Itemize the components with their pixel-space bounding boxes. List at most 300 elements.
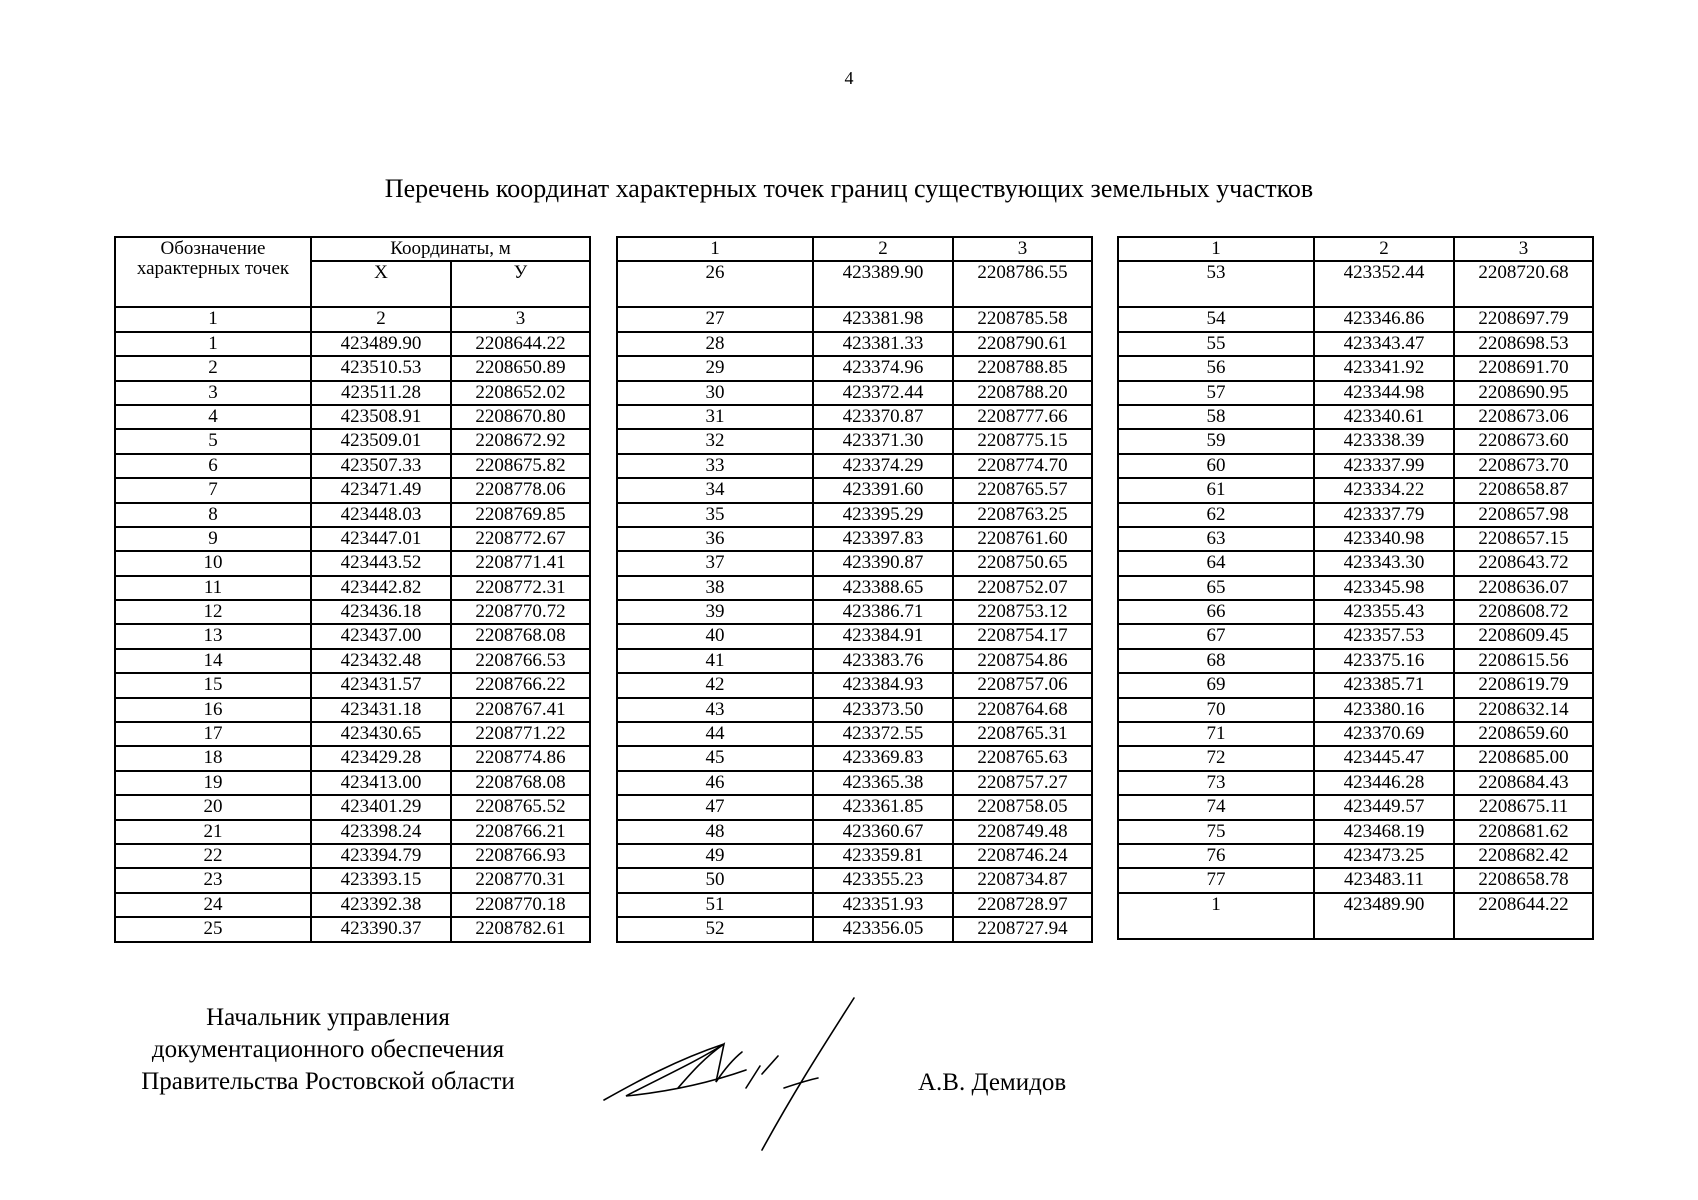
y-coordinate-cell: 2208615.56 [1454, 649, 1593, 673]
x-coordinate-cell: 423389.90 [813, 261, 953, 307]
point-number-cell: 59 [1118, 429, 1314, 453]
table-row [1118, 649, 1593, 673]
x-coordinate-cell: 423509.01 [311, 429, 451, 453]
table-row [1118, 503, 1593, 527]
x-coordinate-cell: 423345.98 [1314, 576, 1454, 600]
column-number-1: 1 [115, 307, 311, 331]
table-row [617, 917, 1092, 941]
point-number-cell: 70 [1118, 698, 1314, 722]
signature-block [0, 1002, 1698, 1162]
x-coordinate-cell: 423340.98 [1314, 527, 1454, 551]
table-body [115, 332, 590, 942]
y-coordinate-cell: 2208690.95 [1454, 381, 1593, 405]
point-number-cell: 9 [115, 527, 311, 551]
point-number-cell: 58 [1118, 405, 1314, 429]
x-coordinate-cell: 423352.44 [1314, 261, 1454, 307]
x-coordinate-cell: 423431.18 [311, 698, 451, 722]
table-row [115, 649, 590, 673]
y-coordinate-cell: 2208785.58 [953, 307, 1092, 331]
point-number-cell: 73 [1118, 771, 1314, 795]
table-row [115, 600, 590, 624]
x-coordinate-cell: 423391.60 [813, 478, 953, 502]
point-number-cell: 54 [1118, 307, 1314, 331]
table-row [617, 381, 1092, 405]
point-number-cell: 72 [1118, 746, 1314, 770]
y-coordinate-cell: 2208761.60 [953, 527, 1092, 551]
table-row [115, 527, 590, 551]
x-coordinate-cell: 423507.33 [311, 454, 451, 478]
signer-position-line: документационного обеспечения [151, 1036, 505, 1063]
y-coordinate-cell: 2208765.52 [451, 795, 590, 819]
table-row [1118, 261, 1593, 307]
x-coordinate-cell: 423432.48 [311, 649, 451, 673]
point-number-cell: 57 [1118, 381, 1314, 405]
point-number-cell: 29 [617, 356, 813, 380]
y-coordinate-cell: 2208636.07 [1454, 576, 1593, 600]
point-number-cell: 5 [115, 429, 311, 453]
point-number-cell: 75 [1118, 820, 1314, 844]
x-coordinate-cell: 423374.29 [813, 454, 953, 478]
table-row [1118, 673, 1593, 697]
table-row [115, 795, 590, 819]
table-row [115, 454, 590, 478]
x-coordinate-cell: 423338.39 [1314, 429, 1454, 453]
table-row [115, 771, 590, 795]
table-body [617, 261, 1092, 941]
y-coordinate-cell: 2208770.31 [451, 868, 590, 892]
y-coordinate-cell: 2208774.86 [451, 746, 590, 770]
y-coordinate-cell: 2208657.15 [1454, 527, 1593, 551]
page-number: 4 [844, 68, 854, 88]
y-coordinate-cell: 2208774.70 [953, 454, 1092, 478]
x-coordinate-cell: 423355.23 [813, 868, 953, 892]
point-number-cell: 44 [617, 722, 813, 746]
x-coordinate-cell: 423372.55 [813, 722, 953, 746]
y-coordinate-cell: 2208749.48 [953, 820, 1092, 844]
x-coordinate-cell: 423359.81 [813, 844, 953, 868]
x-coordinate-cell: 423390.37 [311, 917, 451, 941]
y-coordinate-cell: 2208764.68 [953, 698, 1092, 722]
table-row [617, 261, 1092, 307]
point-number-cell: 55 [1118, 332, 1314, 356]
table-row [617, 746, 1092, 770]
x-coordinate-cell: 423334.22 [1314, 478, 1454, 502]
point-number-cell: 71 [1118, 722, 1314, 746]
table-row [1118, 722, 1593, 746]
point-number-cell: 1 [115, 332, 311, 356]
y-coordinate-cell: 2208684.43 [1454, 771, 1593, 795]
y-coordinate-cell: 2208746.24 [953, 844, 1092, 868]
x-coordinate-cell: 423449.57 [1314, 795, 1454, 819]
table-row [617, 405, 1092, 429]
y-coordinate-cell: 2208682.42 [1454, 844, 1593, 868]
x-coordinate-cell: 423361.85 [813, 795, 953, 819]
point-number-cell: 4 [115, 405, 311, 429]
table-row [617, 868, 1092, 892]
x-coordinate-cell: 423355.43 [1314, 600, 1454, 624]
point-number-cell: 21 [115, 820, 311, 844]
x-coordinate-cell: 423437.00 [311, 624, 451, 648]
point-number-cell: 67 [1118, 624, 1314, 648]
table-row [617, 649, 1092, 673]
table-row [115, 429, 590, 453]
x-coordinate-cell: 423511.28 [311, 381, 451, 405]
y-coordinate-cell: 2208632.14 [1454, 698, 1593, 722]
x-coordinate-cell: 423337.79 [1314, 503, 1454, 527]
y-coordinate-cell: 2208658.78 [1454, 868, 1593, 892]
coordinates-table-1 [114, 236, 591, 943]
point-number-cell: 61 [1118, 478, 1314, 502]
x-coordinate-cell: 423395.29 [813, 503, 953, 527]
point-number-cell: 52 [617, 917, 813, 941]
point-number-cell: 65 [1118, 576, 1314, 600]
table-row [617, 698, 1092, 722]
table-row [617, 893, 1092, 917]
y-coordinate-cell: 2208685.00 [1454, 746, 1593, 770]
column-number-1: 1 [1118, 237, 1314, 261]
y-coordinate-cell: 2208608.72 [1454, 600, 1593, 624]
y-coordinate-cell: 2208767.41 [451, 698, 590, 722]
table-row [617, 820, 1092, 844]
table-row [115, 576, 590, 600]
x-coordinate-cell: 423443.52 [311, 551, 451, 575]
point-number-cell: 33 [617, 454, 813, 478]
y-coordinate-cell: 2208734.87 [953, 868, 1092, 892]
table-row [617, 478, 1092, 502]
y-coordinate-cell: 2208778.06 [451, 478, 590, 502]
x-coordinate-cell: 423398.24 [311, 820, 451, 844]
point-number-cell: 28 [617, 332, 813, 356]
table-row [1118, 624, 1593, 648]
table-row [115, 893, 590, 917]
x-coordinate-cell: 423375.16 [1314, 649, 1454, 673]
x-coordinate-cell: 423383.76 [813, 649, 953, 673]
x-coordinate-cell: 423384.91 [813, 624, 953, 648]
y-coordinate-cell: 2208727.94 [953, 917, 1092, 941]
point-number-cell: 42 [617, 673, 813, 697]
x-coordinate-cell: 423380.16 [1314, 698, 1454, 722]
column-number-1: 1 [617, 237, 813, 261]
x-coordinate-cell: 423372.44 [813, 381, 953, 405]
table-row [1118, 356, 1593, 380]
y-coordinate-cell: 2208697.79 [1454, 307, 1593, 331]
x-coordinate-cell: 423413.00 [311, 771, 451, 795]
x-coordinate-cell: 423385.71 [1314, 673, 1454, 697]
y-coordinate-cell: 2208728.97 [953, 893, 1092, 917]
y-coordinate-cell: 2208765.63 [953, 746, 1092, 770]
point-number-cell: 14 [115, 649, 311, 673]
table-row [1118, 698, 1593, 722]
y-coordinate-cell: 2208772.67 [451, 527, 590, 551]
point-number-cell: 8 [115, 503, 311, 527]
handwritten-signature [596, 992, 856, 1152]
table-row [115, 698, 590, 722]
table-row [617, 551, 1092, 575]
y-coordinate-cell: 2208644.22 [451, 332, 590, 356]
x-coordinate-cell: 423381.33 [813, 332, 953, 356]
table-row [617, 771, 1092, 795]
y-coordinate-cell: 2208772.31 [451, 576, 590, 600]
point-number-cell: 39 [617, 600, 813, 624]
y-coordinate-cell: 2208788.85 [953, 356, 1092, 380]
document-title: Перечень координат характерных точек границ существующих земельных участков [384, 174, 1314, 203]
table-row [617, 307, 1092, 331]
point-number-cell: 66 [1118, 600, 1314, 624]
x-coordinate-cell: 423357.53 [1314, 624, 1454, 648]
table-row [115, 917, 590, 941]
table-row [1118, 405, 1593, 429]
table-row [1118, 771, 1593, 795]
point-number-cell: 60 [1118, 454, 1314, 478]
point-number-cell: 47 [617, 795, 813, 819]
y-coordinate-cell: 2208750.65 [953, 551, 1092, 575]
table-row [1118, 576, 1593, 600]
y-coordinate-cell: 2208609.45 [1454, 624, 1593, 648]
x-coordinate-cell: 423356.05 [813, 917, 953, 941]
x-coordinate-cell: 423343.30 [1314, 551, 1454, 575]
table-row [1118, 820, 1593, 844]
y-coordinate-cell: 2208643.72 [1454, 551, 1593, 575]
y-coordinate-cell: 2208770.72 [451, 600, 590, 624]
table-row [115, 381, 590, 405]
y-coordinate-cell: 2208752.07 [953, 576, 1092, 600]
point-number-cell: 35 [617, 503, 813, 527]
table-row [115, 624, 590, 648]
x-coordinate-cell: 423343.47 [1314, 332, 1454, 356]
table-row [115, 332, 590, 356]
table-row [115, 356, 590, 380]
column-number-3: 3 [451, 307, 590, 331]
point-number-cell: 6 [115, 454, 311, 478]
y-coordinate-cell: 2208782.61 [451, 917, 590, 941]
column-number-3: 3 [1454, 237, 1593, 261]
x-coordinate-cell: 423393.15 [311, 868, 451, 892]
column-number-3: 3 [953, 237, 1092, 261]
x-coordinate-cell: 423370.87 [813, 405, 953, 429]
x-coordinate-cell: 423386.71 [813, 600, 953, 624]
point-number-cell: 50 [617, 868, 813, 892]
point-number-cell: 20 [115, 795, 311, 819]
x-coordinate-cell: 423351.93 [813, 893, 953, 917]
point-number-cell: 63 [1118, 527, 1314, 551]
table-row [115, 405, 590, 429]
y-coordinate-cell: 2208672.92 [451, 429, 590, 453]
y-coordinate-cell: 2208658.87 [1454, 478, 1593, 502]
x-coordinate-cell: 423447.01 [311, 527, 451, 551]
y-coordinate-cell: 2208769.85 [451, 503, 590, 527]
signer-position-line: Правительства Ростовской области [141, 1068, 515, 1095]
x-coordinate-cell: 423448.03 [311, 503, 451, 527]
x-coordinate-cell: 423341.92 [1314, 356, 1454, 380]
x-coordinate-cell: 423489.90 [311, 332, 451, 356]
table-row [115, 551, 590, 575]
x-coordinate-cell: 423429.28 [311, 746, 451, 770]
y-coordinate-cell: 2208754.86 [953, 649, 1092, 673]
point-number-cell: 27 [617, 307, 813, 331]
y-coordinate-cell: 2208644.22 [1454, 893, 1593, 939]
x-coordinate-cell: 423373.50 [813, 698, 953, 722]
y-coordinate-cell: 2208652.02 [451, 381, 590, 405]
table-row [617, 795, 1092, 819]
x-coordinate-cell: 423431.57 [311, 673, 451, 697]
point-number-cell: 37 [617, 551, 813, 575]
x-coordinate-cell: 423390.87 [813, 551, 953, 575]
x-coordinate-cell: 423397.83 [813, 527, 953, 551]
point-number-cell: 49 [617, 844, 813, 868]
point-number-cell: 38 [617, 576, 813, 600]
table-row [1118, 478, 1593, 502]
point-number-cell: 45 [617, 746, 813, 770]
x-coordinate-cell: 423381.98 [813, 307, 953, 331]
table-row [1118, 746, 1593, 770]
y-coordinate-cell: 2208765.57 [953, 478, 1092, 502]
y-coordinate-cell: 2208765.31 [953, 722, 1092, 746]
y-coordinate-cell: 2208720.68 [1454, 261, 1593, 307]
point-number-cell: 51 [617, 893, 813, 917]
point-number-cell: 17 [115, 722, 311, 746]
y-coordinate-cell: 2208766.22 [451, 673, 590, 697]
table-row [115, 503, 590, 527]
x-column-header: X [311, 261, 451, 307]
coordinates-table-2 [616, 236, 1093, 943]
point-number-cell: 68 [1118, 649, 1314, 673]
x-coordinate-cell: 423508.91 [311, 405, 451, 429]
y-coordinate-cell: 2208788.20 [953, 381, 1092, 405]
table-row [617, 673, 1092, 697]
table-row [617, 356, 1092, 380]
table-row [617, 332, 1092, 356]
point-number-cell: 2 [115, 356, 311, 380]
table-row [617, 454, 1092, 478]
y-coordinate-cell: 2208770.18 [451, 893, 590, 917]
point-number-cell: 15 [115, 673, 311, 697]
table-row [1118, 600, 1593, 624]
y-coordinate-cell: 2208775.15 [953, 429, 1092, 453]
point-number-cell: 34 [617, 478, 813, 502]
point-number-cell: 12 [115, 600, 311, 624]
table-row [1118, 429, 1593, 453]
point-number-cell: 22 [115, 844, 311, 868]
point-number-cell: 43 [617, 698, 813, 722]
table-row [617, 527, 1092, 551]
y-coordinate-cell: 2208790.61 [953, 332, 1092, 356]
x-coordinate-cell: 423360.67 [813, 820, 953, 844]
y-coordinate-cell: 2208670.80 [451, 405, 590, 429]
table-row [617, 429, 1092, 453]
point-number-cell: 19 [115, 771, 311, 795]
table-row [1118, 868, 1593, 892]
point-number-cell: 74 [1118, 795, 1314, 819]
point-number-cell: 13 [115, 624, 311, 648]
y-coordinate-cell: 2208768.08 [451, 624, 590, 648]
table-row [115, 673, 590, 697]
x-coordinate-cell: 423436.18 [311, 600, 451, 624]
table-row [617, 503, 1092, 527]
x-coordinate-cell: 423374.96 [813, 356, 953, 380]
table-row [1118, 893, 1593, 939]
table-row [1118, 551, 1593, 575]
point-number-cell: 26 [617, 261, 813, 307]
signer-position-line: Начальник управления [206, 1004, 450, 1031]
y-coordinate-cell: 2208675.82 [451, 454, 590, 478]
coordinates-table-3 [1117, 236, 1594, 940]
x-coordinate-cell: 423340.61 [1314, 405, 1454, 429]
y-coordinate-cell: 2208768.08 [451, 771, 590, 795]
y-coordinate-cell: 2208786.55 [953, 261, 1092, 307]
x-coordinate-cell: 423369.83 [813, 746, 953, 770]
y-coordinate-cell: 2208777.66 [953, 405, 1092, 429]
point-number-cell: 64 [1118, 551, 1314, 575]
table-row [115, 722, 590, 746]
x-coordinate-cell: 423430.65 [311, 722, 451, 746]
column-number-2: 2 [813, 237, 953, 261]
y-coordinate-cell: 2208673.06 [1454, 405, 1593, 429]
point-number-cell: 46 [617, 771, 813, 795]
table-row [115, 844, 590, 868]
table-row [617, 844, 1092, 868]
point-number-cell: 41 [617, 649, 813, 673]
point-number-cell: 56 [1118, 356, 1314, 380]
point-number-cell: 76 [1118, 844, 1314, 868]
point-number-cell: 7 [115, 478, 311, 502]
y-coordinate-cell: 2208675.11 [1454, 795, 1593, 819]
x-coordinate-cell: 423344.98 [1314, 381, 1454, 405]
point-number-cell: 36 [617, 527, 813, 551]
point-number-cell: 32 [617, 429, 813, 453]
coordinates-header: Координаты, м [311, 237, 590, 261]
point-number-cell: 1 [1118, 893, 1314, 939]
table-row [617, 722, 1092, 746]
column-number-2: 2 [1314, 237, 1454, 261]
table-row [1118, 381, 1593, 405]
table-row [617, 600, 1092, 624]
y-coordinate-cell: 2208766.53 [451, 649, 590, 673]
table-row [1118, 527, 1593, 551]
point-number-cell: 30 [617, 381, 813, 405]
point-number-cell: 53 [1118, 261, 1314, 307]
y-coordinate-cell: 2208766.93 [451, 844, 590, 868]
point-number-cell: 23 [115, 868, 311, 892]
table-body [1118, 261, 1593, 938]
x-coordinate-cell: 423371.30 [813, 429, 953, 453]
y-coordinate-cell: 2208758.05 [953, 795, 1092, 819]
y-column-header: У [451, 261, 590, 307]
x-coordinate-cell: 423483.11 [1314, 868, 1454, 892]
table-row [1118, 795, 1593, 819]
point-number-cell: 77 [1118, 868, 1314, 892]
x-coordinate-cell: 423394.79 [311, 844, 451, 868]
x-coordinate-cell: 423346.86 [1314, 307, 1454, 331]
y-coordinate-cell: 2208691.70 [1454, 356, 1593, 380]
table-row [1118, 307, 1593, 331]
y-coordinate-cell: 2208673.70 [1454, 454, 1593, 478]
point-number-cell: 69 [1118, 673, 1314, 697]
x-coordinate-cell: 423489.90 [1314, 893, 1454, 939]
x-coordinate-cell: 423384.93 [813, 673, 953, 697]
table-row [115, 478, 590, 502]
signer-name: А.В. Демидов [918, 1069, 1067, 1096]
y-coordinate-cell: 2208657.98 [1454, 503, 1593, 527]
x-coordinate-cell: 423471.49 [311, 478, 451, 502]
point-designation-header: Обозначение характерных точек [115, 237, 311, 307]
y-coordinate-cell: 2208771.22 [451, 722, 590, 746]
y-coordinate-cell: 2208659.60 [1454, 722, 1593, 746]
x-coordinate-cell: 423468.19 [1314, 820, 1454, 844]
x-coordinate-cell: 423370.69 [1314, 722, 1454, 746]
x-coordinate-cell: 423401.29 [311, 795, 451, 819]
y-coordinate-cell: 2208763.25 [953, 503, 1092, 527]
x-coordinate-cell: 423365.38 [813, 771, 953, 795]
